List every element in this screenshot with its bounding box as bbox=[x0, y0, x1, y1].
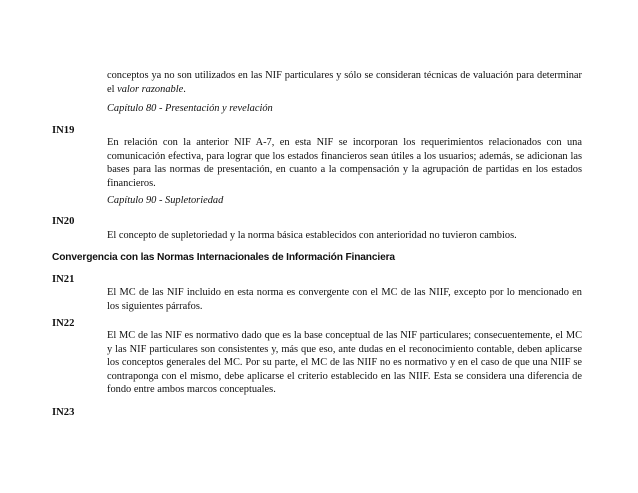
intro-text: conceptos ya no son utilizados en las NIF particulares y sólo se consideran técnicas de valuación para determinar el bbox=[107, 70, 582, 95]
intro-paragraph bbox=[107, 69, 582, 96]
paragraph-number-in20: IN20 bbox=[52, 216, 75, 227]
paragraph-number-in21: IN21 bbox=[52, 274, 75, 285]
paragraph-in21: El MC de las NIF incluido en esta norma es convergente con el MC de las NIIF, excepto por lo mencionado en los siguientes párrafos. bbox=[107, 287, 582, 312]
paragraph-in22: El MC de las NIF es normativo dado que es la base conceptual de las NIF particulares; consecuentemente, el MC y las NIF particulares son consistentes y, más que eso, ante dudas en el reconocimiento contable, deben aplicarse los conceptos generales del MC. Por su parte, el MC de las NIIF no es normativo y en el caso de que una NIIF se contraponga con el mismo, debe aplicarse el criterio establecido en las NIIF. Esta se considera una diferencia de fondo entre ambos marcos conceptuales. bbox=[107, 330, 582, 396]
paragraph-in20: El concepto de supletoriedad y la norma básica establecidos con anterioridad no tuvieron cambios. bbox=[107, 230, 517, 241]
section-heading-convergencia: Convergencia con las Normas Internacionales de Información Financiera bbox=[52, 252, 395, 263]
chapter-90-title: Capítulo 90 - Supletoriedad bbox=[107, 195, 224, 206]
paragraph-number-in22: IN22 bbox=[52, 318, 75, 329]
chapter-80-title: Capítulo 80 - Presentación y revelación bbox=[107, 103, 273, 114]
intro-text-end: . bbox=[183, 83, 186, 95]
paragraph-number-in19: IN19 bbox=[52, 125, 75, 136]
paragraph-in19: En relación con la anterior NIF A-7, en esta NIF se incorporan los requerimientos relacionados con una comunicación efectiva, para lograr que los estados financieros sean útiles a los usuarios; además, se adicionan las bases para las normas de presentación, en cuanto a la compensación y la agrupación de partidas en los estados financieros. bbox=[107, 137, 582, 189]
intro-italic-term: valor razonable bbox=[117, 83, 184, 95]
paragraph-number-in23: IN23 bbox=[52, 407, 75, 418]
